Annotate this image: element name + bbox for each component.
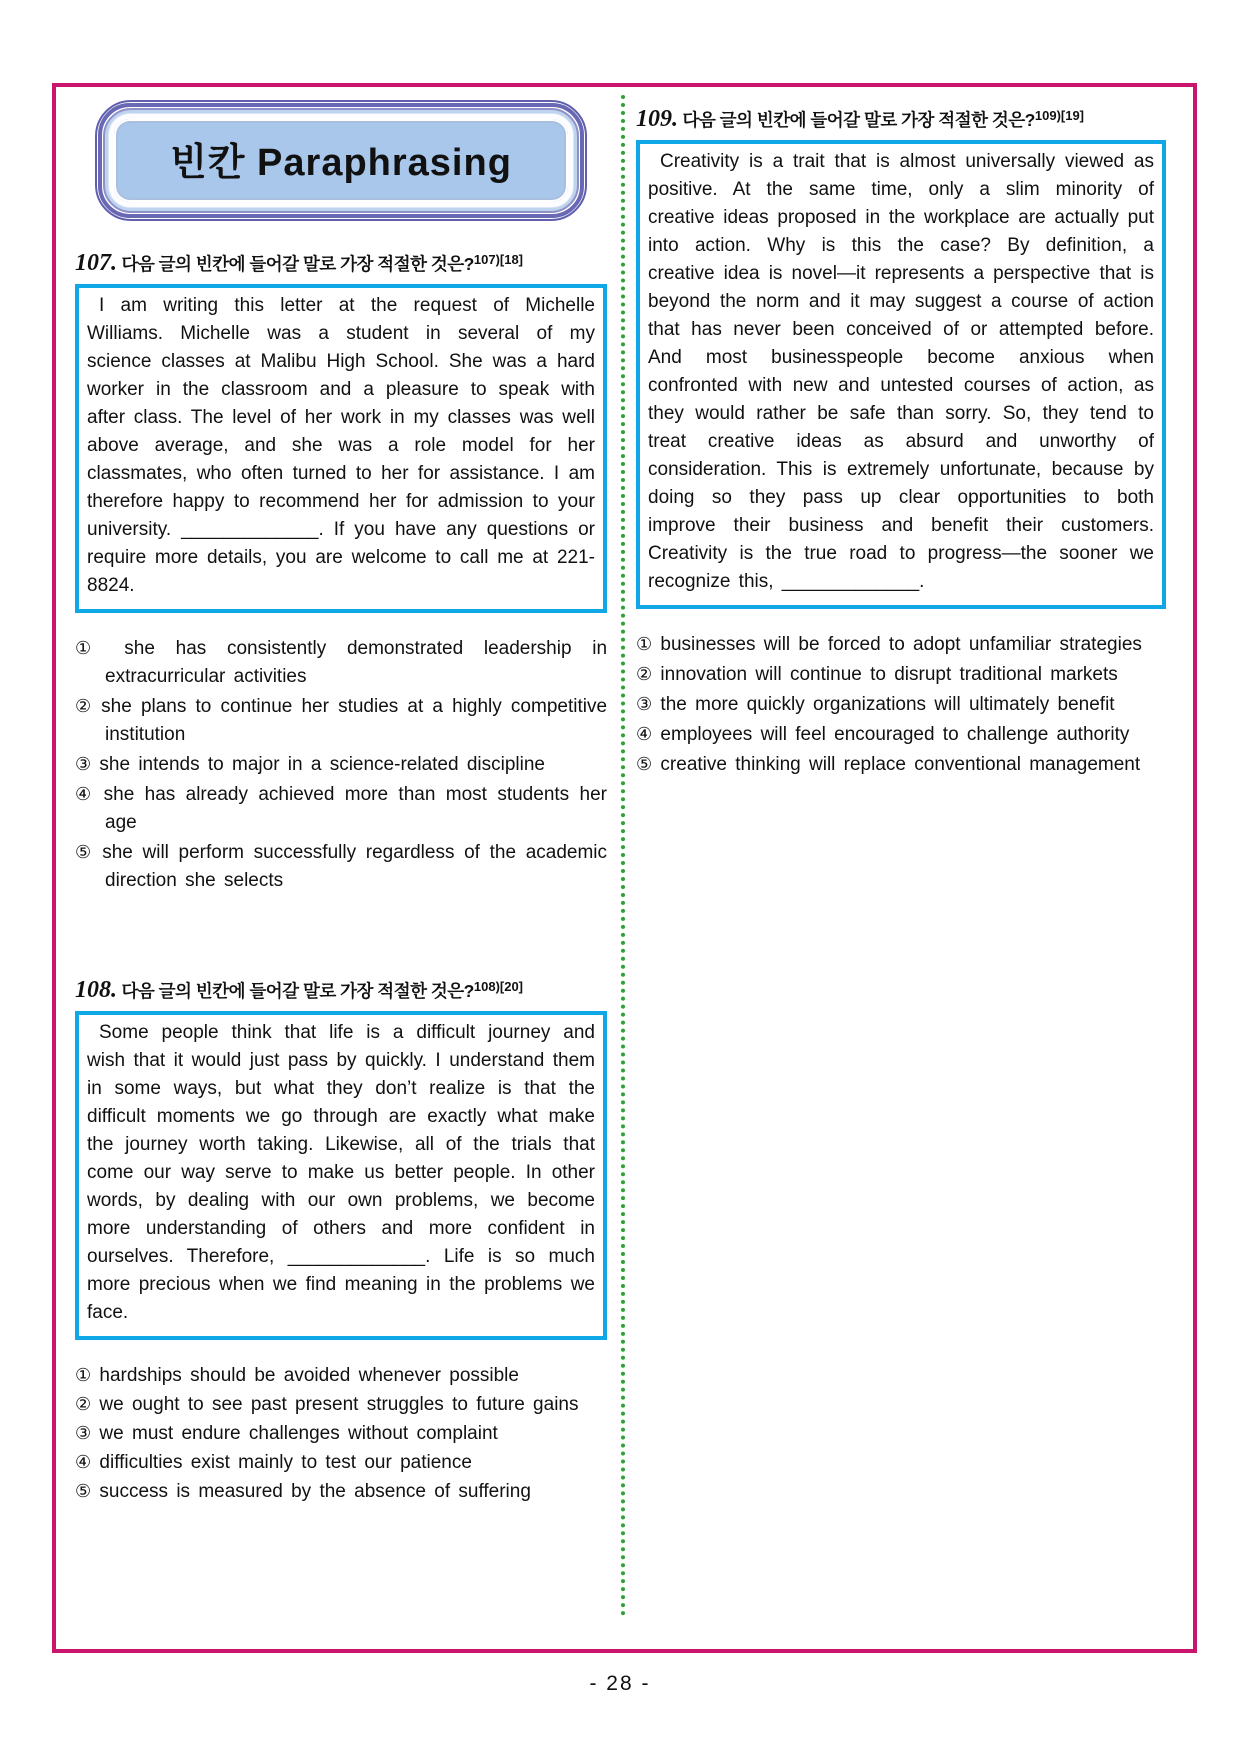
q107-choice-1 <box>75 634 607 691</box>
choice-number: ④ <box>636 724 653 744</box>
choice-text: she intends to major in a science-related discipline <box>99 754 545 775</box>
q108-passage-text: Some people think that life is a difficult journey and wish that it would just pass by quickly. I understand them in some ways, but what they don’t realize is that the difficult moments we go through are exactly what make the journey worth taking. Likewise, all of the trials that come our way serve to make us better people. In other words, by dealing with our own problems, we become more understanding of others and more confident in ourselves. Therefore, _____________. Life is so much more precious when we find meaning in the problems we face. <box>87 1022 595 1323</box>
q108-choice-2 <box>75 1390 607 1419</box>
choice-text: success is measured by the absence of suffering <box>99 1481 531 1502</box>
q108-choice-1 <box>75 1361 607 1390</box>
q109-number: 109. <box>636 106 678 132</box>
q107-choice-5 <box>75 838 607 895</box>
q109-choice-4 <box>636 720 1166 749</box>
choice-number: ① <box>75 638 104 658</box>
q107-passage-box <box>75 284 607 613</box>
left-column <box>75 250 607 1506</box>
q109-choice-5 <box>636 750 1166 779</box>
choice-number: ② <box>75 696 93 716</box>
q108-header <box>75 977 607 1004</box>
choice-text: the more quickly organizations will ultimately benefit <box>660 694 1115 715</box>
choice-text: we must endure challenges without complaint <box>99 1423 498 1444</box>
q108-choice-3 <box>75 1419 607 1448</box>
q108-footnote-ref: 108)[20] <box>473 979 524 994</box>
choice-number: ⑤ <box>75 1481 92 1501</box>
q109-choice-1 <box>636 630 1166 659</box>
choice-number: ④ <box>75 1452 92 1472</box>
title-banner <box>95 100 587 221</box>
choice-number: ④ <box>75 784 94 804</box>
choice-number: ③ <box>75 1423 92 1443</box>
q107-choice-4 <box>75 780 607 837</box>
choice-text: she will perform successfully regardless of the academic direction she selects <box>102 842 608 891</box>
choice-text: innovation will continue to disrupt traditional markets <box>660 664 1118 685</box>
choice-text: we ought to see past present struggles to future gains <box>99 1394 579 1415</box>
q109-choice-2 <box>636 660 1166 689</box>
q107-choice-2 <box>75 692 607 749</box>
q107-choices <box>75 634 607 895</box>
choice-number: ⑤ <box>636 754 653 774</box>
choice-number: ① <box>636 634 653 654</box>
choice-text: difficulties exist mainly to test our patience <box>99 1452 472 1473</box>
choice-text: creative thinking will replace conventional management <box>660 754 1141 775</box>
choice-text: she has consistently demonstrated leadership in extracurricular activities <box>105 638 608 687</box>
choice-text: employees will feel encouraged to challenge authority <box>660 724 1130 745</box>
banner-title-text: 빈칸 Paraphrasing <box>114 119 568 202</box>
q108-number: 108. <box>75 977 117 1003</box>
q108-passage-box <box>75 1011 607 1340</box>
q108-choice-5 <box>75 1477 607 1506</box>
q107-header <box>75 250 607 277</box>
q109-passage-text: Creativity is a trait that is almost universally viewed as positive. At the same time, only a slim minority of creative ideas proposed in the workplace are actually put into action. Why is this the case? By definition, a creative idea is novel—it represents a perspective that is beyond the norm and it may suggest a course of action that has never been conceived of or attempted before. And most businesspeople become anxious when confronted with new and untested courses of action, as they would rather be safe than sorry. So, they tend to treat creative ideas as absurd and unworthy of consideration. This is extremely unfortunate, because by doing so they pass up clear opportunities to both improve their business and benefit their customers. Creativity is the true road to progress—the sooner we recognize this, _____________. <box>648 151 1154 592</box>
choice-number: ② <box>75 1394 92 1414</box>
q109-footnote-ref: 109)[19] <box>1034 108 1085 123</box>
q107-number: 107. <box>75 250 117 276</box>
column-divider <box>621 95 625 1617</box>
q107-passage-text: I am writing this letter at the request of Michelle Williams. Michelle was a student in several of my science classes at Malibu High School. She was a hard worker in the classroom and a pleasure to speak with after class. The level of her work in my classes was well above average, and she was a role model for her classmates, who often turned to her for assistance. I am therefore happy to recommend her for admission to your university. _____________. If you have any questions or require more details, you are welcome to call me at 221-8824. <box>87 295 595 596</box>
question-108-section <box>75 977 607 1506</box>
q109-choices <box>636 630 1166 779</box>
q107-prompt: 다음 글의 빈칸에 들어갈 말로 가장 적절한 것은? <box>121 254 474 274</box>
choice-number: ③ <box>636 694 653 714</box>
choice-text: businesses will be forced to adopt unfamiliar strategies <box>660 634 1142 655</box>
question-109-section <box>636 106 1166 779</box>
choice-number: ⑤ <box>75 842 93 862</box>
choice-number: ① <box>75 1365 92 1385</box>
choice-text: she has already achieved more than most students her age <box>103 784 607 833</box>
question-107-section <box>75 250 607 895</box>
choice-text: hardships should be avoided whenever possible <box>99 1365 519 1386</box>
q107-choice-3 <box>75 750 607 779</box>
choice-number: ② <box>636 664 653 684</box>
q107-footnote-ref: 107)[18] <box>473 252 524 267</box>
q108-choices <box>75 1361 607 1506</box>
choice-number: ③ <box>75 754 92 774</box>
right-column <box>636 106 1166 780</box>
page-number: - 28 - <box>589 1672 651 1695</box>
q108-choice-4 <box>75 1448 607 1477</box>
q109-prompt: 다음 글의 빈칸에 들어갈 말로 가장 적절한 것은? <box>682 110 1035 130</box>
q108-prompt: 다음 글의 빈칸에 들어갈 말로 가장 적절한 것은? <box>121 981 474 1001</box>
choice-text: she plans to continue her studies at a highly competitive institution <box>101 696 608 745</box>
q109-choice-3 <box>636 690 1166 719</box>
q109-header <box>636 106 1166 133</box>
q109-passage-box <box>636 140 1166 609</box>
